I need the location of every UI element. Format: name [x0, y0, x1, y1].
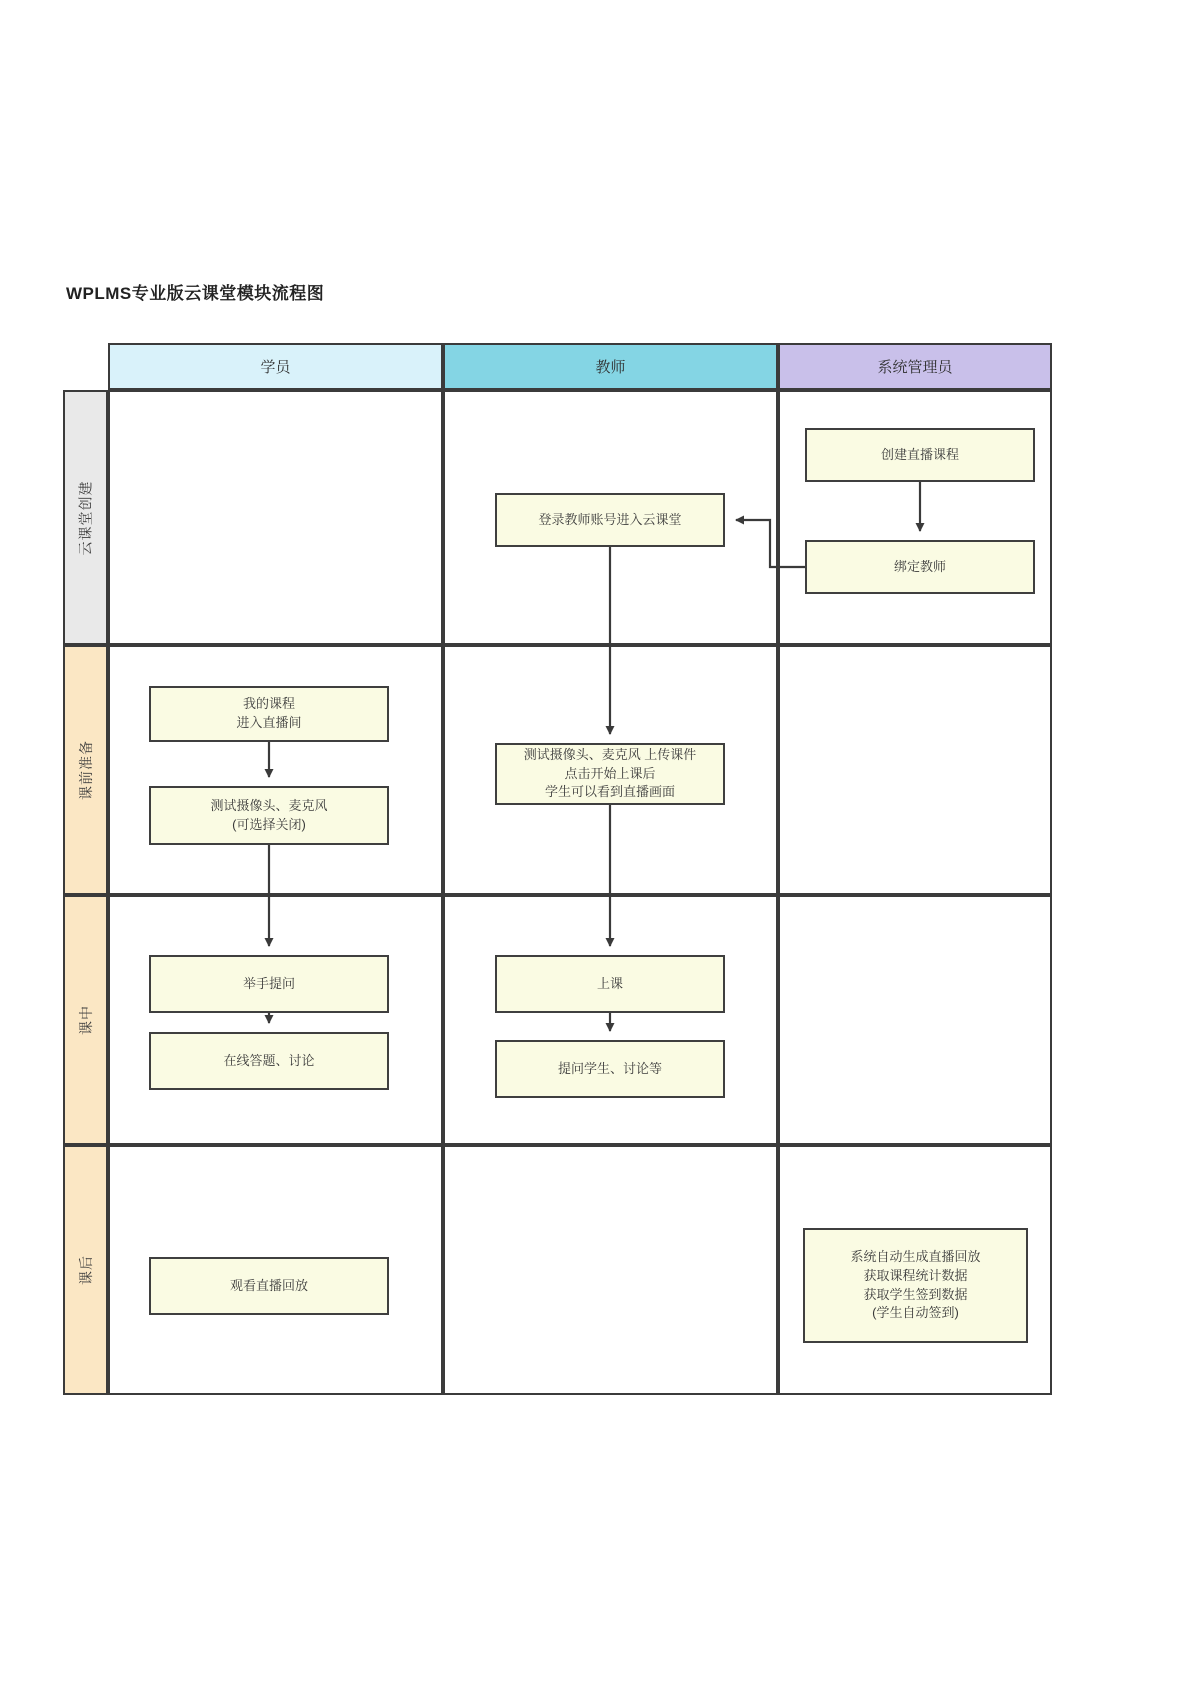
grid-cell: [108, 390, 443, 645]
phase-label-text: 课中: [77, 1005, 94, 1035]
phase-label-pre-class: [63, 645, 108, 895]
phase-label-after-class: [63, 1145, 108, 1395]
grid-cell: [778, 895, 1052, 1145]
node-bind-teacher: 绑定教师: [805, 540, 1035, 594]
grid-cell: [108, 645, 443, 895]
grid-cell: [443, 895, 778, 1145]
lane-header-teacher: 教师: [443, 343, 778, 390]
phase-label-text: 云课堂创建: [77, 480, 94, 555]
node-system-replay-stats: 系统自动生成直播回放 获取课程统计数据 获取学生签到数据 (学生自动签到): [803, 1228, 1028, 1343]
node-my-course-enter-room: 我的课程 进入直播间: [149, 686, 389, 742]
node-student-test-devices: 测试摄像头、麦克风 (可选择关闭): [149, 786, 389, 845]
diagram-title: WPLMS专业版云课堂模块流程图: [66, 284, 325, 303]
node-teacher-login: 登录教师账号进入云课堂: [495, 493, 725, 547]
node-ask-students-discuss: 提问学生、讨论等: [495, 1040, 725, 1098]
grid-cell: [108, 895, 443, 1145]
node-teacher-test-devices: 测试摄像头、麦克风 上传课件 点击开始上课后 学生可以看到直播画面: [495, 743, 725, 805]
grid-cell: [778, 645, 1052, 895]
phase-label-in-class: [63, 895, 108, 1145]
node-raise-hand: 举手提问: [149, 955, 389, 1013]
node-create-live-course: 创建直播课程: [805, 428, 1035, 482]
grid-cell: [443, 1145, 778, 1395]
phase-label-cloud-classroom-create: [63, 390, 108, 645]
lane-header-admin: 系统管理员: [778, 343, 1052, 390]
node-watch-replay: 观看直播回放: [149, 1257, 389, 1315]
lane-header-student: 学员: [108, 343, 443, 390]
phase-label-text: 课后: [77, 1255, 94, 1285]
node-start-class: 上课: [495, 955, 725, 1013]
node-online-answer-discuss: 在线答题、讨论: [149, 1032, 389, 1090]
phase-label-text: 课前准备: [77, 740, 94, 800]
